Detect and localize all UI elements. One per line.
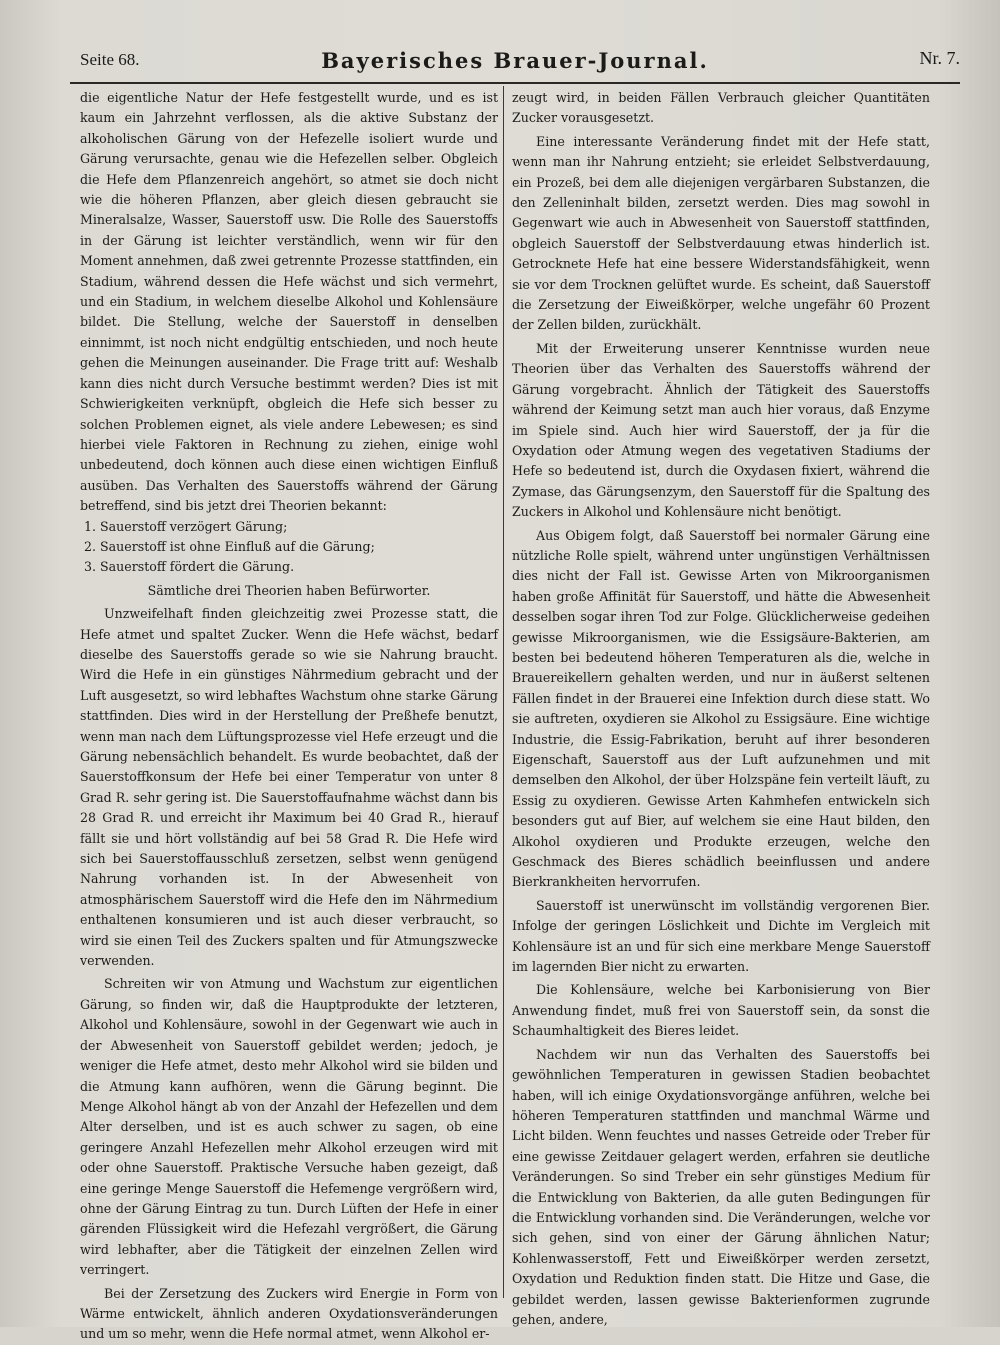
list-item: 2. Sauerstoff ist ohne Einfluß auf die Gärung; — [84, 538, 375, 554]
paragraph: Unzweifelhaft finden gleichzeitig zwei Prozesse statt, die Hefe atmet und spaltet Zucker. Wenn die Hefe wächst, bedarf dieselbe des Sauerstoffs gerade so wie sie Nahrung braucht. Wird die Hefe in ein günstiges Nährmedium gebracht und der Luft ausgesetzt, so wird lebhaftes Wachstum ohne starke Gärung stattfinden. Dies wird in der Herstellung der Preßhefe benutzt, wenn man nach dem Lüftungsprozesse viel Hefe erzeugt und die Gärung nebensächlich behandelt. Es wurde beobachtet, daß der Sauerstoffkonsum der Hefe bei einer Temperatur von unter 8 Grad R. sehr gering ist. Die Sauerstoffaufnahme wächst dann bis 28 Grad R. und erreicht ihr Maximum bei 40 Grad R., hierauf fällt sie und hört vollständig auf bei 58 Grad R. Die Hefe wird sich bei Sauerstoffausschluß zersetzen, selbst wenn genügend Nahrung vorhanden ist. In der Abwesenheit von atmosphärischem Sauerstoff wird die Hefe den im Nährmedium enthaltenen konsumieren und ist auch dieser verbraucht, so wird sie einen Teil des Zuckers spalten und für Atmungszwecke verwenden. — [80, 606, 498, 969]
paragraph: Bei der Zersetzung des Zuckers wird Energie in Form von Wärme entwickelt, ähnlich anderen Oxydationsveränderungen und um so mehr, wenn die Hefe normal atmet, wenn Alkohol er- — [80, 1285, 498, 1342]
journal-title: Bayerisches Brauer-Journal. — [321, 48, 709, 73]
paragraph: die eigentliche Natur der Hefe festgestellt wurde, und es ist kaum ein Jahrzehnt verflossen, als die aktive Substanz der alkoholischen Gärung von der Hefezelle isoliert wurde und Gärung verursachte, genau wie die Hefezellen selber. Obgleich die Hefe dem Pflanzenreich angehört, so atmet sie doch nicht wie die höheren Pflanzen, aber gleich diesen gebraucht sie Mineralsalze, Wasser, Sauerstoff usw. Die Rolle des Sauerstoffs in der Gärung ist leichter verständlich, wenn wir für den Moment annehmen, daß zwei getrennte Prozesse stattfinden, ein Stadium, während dessen die Hefe wächst und sich vermehrt, und ein Stadium, in welchem dieselbe Alkohol und Kohlensäure bildet. Die Stellung, welche der Sauerstoff in denselben einnimmt, ist noch nicht endgültig entschieden, und noch heute gehen die Meinungen auseinander. Die Frage tritt auf: Weshalb kann dies nicht durch Versuche bestimmt werden? Dies ist mit Schwierigkeiten verknüpft, obgleich die Hefe sich besser zu solchen Problemen eignet, als viele andere Lebewesen; es sind hierbei viele Faktoren in Rechnung zu ziehen, einige wohl unbedeutend, doch können auch diese einen wichtigen Einfluß ausüben. Das Verhalten des Sauerstoffs während der Gärung betreffend, sind bis jetzt drei Theorien bekannt: — [80, 90, 498, 514]
list-item: 3. Sauerstoff fördert die Gärung. — [84, 559, 295, 575]
page-number: Seite 68. — [80, 50, 140, 69]
right-column — [512, 88, 930, 1327]
paragraph: zeugt wird, in beiden Fällen Verbrauch gleicher Quantitäten Zucker vorausgesetzt. — [512, 90, 930, 126]
left-column — [80, 88, 498, 1342]
paragraph: Eine interessante Veränderung findet mit der Hefe statt, wenn man ihr Nahrung entzieht; sie erleidet Selbstverdauung, ein Prozeß, bei dem alle diejenigen vergärbaren Substanzen, die den Zelleninhalt bilden, zersetzt werden. Dies mag sowohl in Gegenwart wie auch in Abwesenheit von Sauerstoff stattfinden, obgleich Sauerstoff der Selbstverdauung etwas hinderlich ist. Getrocknete Hefe hat eine bessere Widerstandsfähigkeit, wenn sie vor dem Trocknen gelüftet wurde. Es scheint, daß Sauerstoff die Zersetzung der Eiweißkörper, welche ungefähr 60 Prozent der Zellen bilden, zurückhält. — [512, 133, 930, 333]
issue-number: Nr. 7. — [919, 48, 960, 68]
paragraph: Schreiten wir von Atmung und Wachstum zur eigentlichen Gärung, so finden wir, daß die Hauptprodukte der letzteren, Alkohol und Kohlensäure, sowohl in der Gegenwart wie auch in der Abwesenheit von Sauerstoff gebildet werden; jedoch, je weniger die Hefe atmet, desto mehr Alkohol wird sie bilden und die Atmung kann aufhören, wenn die Gärung beginnt. Die Menge Alkohol hängt ab von der Anzahl der Hefezellen und dem Alter derselben, und ist es auch schwer zu sagen, ob eine geringere Anzahl Hefezellen mehr Alkohol erzeugen wird mit oder ohne Sauerstoff. Praktische Versuche haben gezeigt, daß eine geringe Menge Sauerstoff die Hefemenge vergrößern wird, ohne der Gärung Eintrag zu tun. Durch Lüften der Hefe in einer gärenden Flüssigkeit wird die Hefezahl vergrößert, die Gärung wird lebhafter, aber die Tätigkeit der einzelnen Zellen wird verringert. — [80, 976, 498, 1278]
page-header — [70, 48, 960, 84]
paragraph: Sauerstoff ist unerwünscht im vollständig vergorenen Bier. Infolge der geringen Löslichkeit und Dichte im Vergleich mit Kohlensäure ist an und für sich eine merkbare Menge Sauerstoff im lagernden Bier nicht zu erwarten. — [512, 897, 930, 975]
paragraph: Die Kohlensäure, welche bei Karbonisierung von Bier Anwendung findet, muß frei von Sauerstoff sein, da sonst die Schaumhaltigkeit des Bieres leidet. — [512, 982, 930, 1039]
paragraph: Nachdem wir nun das Verhalten des Sauerstoffs bei gewöhnlichen Temperaturen in gewissen Stadien beobachtet haben, will ich einige Oxydationsvorgänge anführen, welche bei höheren Temperaturen stattfinden und manchmal Wärme und Licht bilden. Wenn feuchtes und nasses Getreide oder Treber für eine gewisse Zeitdauer gelagert werden, erfahren sie deutliche Veränderungen. So sind Treber ein sehr günstiges Medium für die Entwicklung von Bakterien, da alle guten Bedingungen für die Entwicklung vorhanden sind. Die Veränderungen, welche vor sich gehen, sind von einer der Gärung ähnlichen Natur; Kohlenwasserstoff, Fett und Eiweißkörper werden zersetzt, Oxydation und Reduktion finden statt. Die Hitze und Gase, die gebildet werden, lassen gewisse Bakterienformen zugrunde gehen, andere, — [512, 1046, 930, 1327]
column-divider — [503, 86, 504, 1298]
paragraph: Mit der Erweiterung unserer Kenntnisse wurden neue Theorien über das Verhalten des Sauerstoffs während der Gärung vorgebracht. Ähnlich der Tätigkeit des Sauerstoffs während der Keimung setzt man auch hier voraus, daß Enzyme im Spiele sind. Auch hier wird Sauerstoff, der ja für die Oxydation oder Atmung wegen des vegetativen Stadiums der Hefe so bedeutend ist, durch die Oxydasen fixiert, während die Zymase, das Gärungsenzym, den Sauerstoff für die Spaltung des Zuckers in Alkohol und Kohlensäure nicht benötigt. — [512, 340, 930, 520]
paragraph: Sämtliche drei Theorien haben Befürworter. — [147, 582, 431, 598]
list-item: 1. Sauerstoff verzögert Gärung; — [84, 518, 288, 534]
paragraph: Aus Obigem folgt, daß Sauerstoff bei normaler Gärung eine nützliche Rolle spielt, während unter ungünstigen Verhältnissen dies nicht der Fall ist. Gewisse Arten von Mikroorganismen haben große Affinität für Sauerstoff, und hätte die Abwesenheit desselben sogar ihren Tod zur Folge. Glücklicherweise gedeihen gewisse Mikroorganismen, wie die Essigsäure-Bakterien, am besten bei bedeutend höheren Temperaturen als die, welche in Brauereikellern gehalten werden, und nur in äußerst seltenen Fällen findet in der Brauerei eine Infektion durch diese statt. Wo sie auftreten, oxydieren sie Alkohol zu Essigsäure. Eine wichtige Industrie, die Essig-Fabrikation, beruht auf ihrer besonderen Eigenschaft, Sauerstoff aus der Luft aufzunehmen und mit demselben den Alkohol, der über Holzspäne fein verteilt läuft, zu Essig zu oxydieren. Gewisse Arten Kahmhefen entwickeln sich besonders gut auf Bier, auf welchem sie eine Haut bilden, den Alkohol oxydieren und Produkte erzeugen, welche den Geschmack des Bieres schädlich beeinflussen und andere Bierkrankheiten hervorrufen. — [512, 527, 930, 890]
